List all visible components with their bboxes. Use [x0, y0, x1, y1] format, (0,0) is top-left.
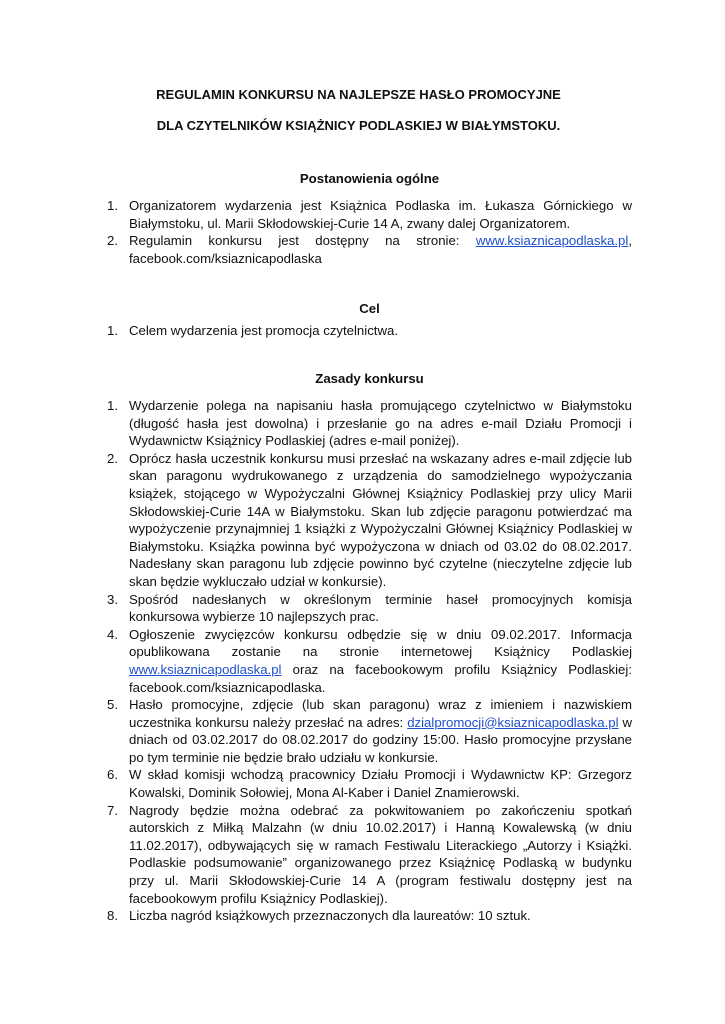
list-number: 2. — [107, 450, 118, 466]
website-link[interactable]: www.ksiaznicapodlaska.pl — [129, 661, 282, 677]
list-item-text: W skład komisji wchodzą pracownicy Działu Promocji i Wydawnictw KP: Grzegorz Kowalski, Dominik Sołowiej, Mona Al-Kaber i Daniel Znamierowski. — [129, 767, 632, 801]
list-number: 1. — [107, 398, 118, 413]
list-number: 4. — [107, 626, 118, 642]
list-item — [107, 322, 632, 340]
website-link[interactable]: www.ksiaznicapodlaska.pl — [475, 233, 629, 249]
email-link[interactable]: dzialpromocji@ksiaznicapodlaska.pl — [407, 714, 619, 730]
list-item-text: Organizatorem wydarzenia jest Książnica Podlaska im. Łukasza Górnickiego w Białymstoku, ul. Marii Skłodowskiej-Curie 14 A, zwany dalej Organizatorem. — [129, 198, 632, 231]
list-item — [107, 766, 632, 801]
contest-rules-list — [107, 397, 632, 925]
list-item — [107, 591, 632, 626]
list-item-text: Hasło promocyjne, zdjęcie (lub skan paragonu) wraz z imieniem i nazwiskiem uczestnika konkursu należy przesłać na adres: — [129, 697, 632, 730]
list-item-text: Ogłoszenie zwycięzców konkursu odbędzie się w dniu 09.02.2017. Informacja opublikowana zostanie na stronie internetowej Książnicy Podlaskiej — [129, 626, 632, 660]
document-title-line-1: REGULAMIN KONKURSU NA NAJLEPSZE HASŁO PROMOCYJNE — [156, 87, 561, 102]
list-item-text: , facebook.com/ksiaznicapodlaska — [129, 233, 632, 266]
list-item — [107, 397, 632, 450]
list-item — [107, 450, 632, 591]
goal-list — [107, 322, 632, 340]
list-item-text: Nagrody będzie można odebrać za pokwitowaniem po zakończeniu spotkań autorskich z Miłką Malzahn (w dniu 10.02.2017) i Hanną Kowalewską (w dniu 11.02.2017), odbywających się w ramach Festiwalu Literackiego „Autorzy i Książki. Podlaskie podsumowanie” organizowanego przez Książnicę Podlaską w budynku przy ul. Marii Skłodowskiej-Curie 14 A (program festiwalu dostępny jest na facebookowym profilu Książnicy Podlaskiej). — [129, 802, 632, 906]
list-item — [107, 802, 632, 908]
list-number: 6. — [107, 767, 118, 783]
heading-contest-rules: Zasady konkursu — [315, 371, 424, 386]
list-item-text: Wydarzenie polega na napisaniu hasła promującego czytelnictwo w Białymstoku (długość hasła jest dowolna) i przesłanie go na adres e-mail Działu Promocji i Wydawnictw Książnicy Podlaskiej (adres e-mail poniżej). — [129, 398, 632, 449]
list-item — [107, 197, 632, 232]
heading-general-provisions: Postanowienia ogólne — [299, 171, 440, 186]
list-number: 3. — [107, 591, 118, 607]
list-item-text: Oprócz hasła uczestnik konkursu musi przesłać na wskazany adres e-mail zdjęcie lub skan paragonu wydrukowanego z urządzenia do samodzielnego wypożyczania książek, stojącego w Wypożyczalni Głównej Książnicy Podlaskiej przy ulicy Marii Skłodowskiej-Curie 14A w Białymstoku. Skan lub zdjęcie paragonu potwierdzać ma wypożyczenie przynajmniej 1 książki z Wypożyczalni Głównej Książnicy Podlaskiej w Białymstoku. Książka powinna być wypożyczona w dniach od 03.02 do 08.02.2017. Nadesłany skan paragonu lub zdjęcie powinno być czytelne (nieczytelne zdjęcie lub skan będzie wykluczało udział w konkursie). — [129, 450, 632, 589]
general-provisions-list — [107, 197, 632, 267]
list-number: 5. — [107, 697, 118, 713]
heading-goal: Cel — [359, 301, 380, 316]
document-title-line-2: DLA CZYTELNIKÓW KSIĄŻNICY PODLASKIEJ W BIAŁYMSTOKU. — [156, 118, 561, 133]
list-item-text: Celem wydarzenia jest promocja czytelnictwa. — [129, 323, 398, 338]
list-item-text: w dniach od 03.02.2017 do 08.02.2017 do godziny 15:00. Hasło promocyjne przysłane po tym terminie nie będzie brało udziału w konkursie. — [129, 714, 632, 765]
list-item — [107, 696, 632, 766]
list-item-text: Liczba nagród książkowych przeznaczonych dla laureatów: 10 sztuk. — [129, 908, 531, 924]
list-item — [107, 907, 632, 925]
list-number: 1. — [107, 323, 118, 338]
list-item-text: Regulamin konkursu jest dostępny na stronie: — [129, 233, 476, 249]
list-item — [107, 232, 632, 267]
list-number: 2. — [107, 233, 118, 249]
list-number: 1. — [107, 198, 118, 213]
list-number: 7. — [107, 802, 118, 818]
list-number: 8. — [107, 908, 118, 924]
list-item — [107, 626, 632, 696]
list-item-text: oraz na facebookowym profilu Książnicy Podlaskiej: facebook.com/ksiaznicapodlaska. — [129, 661, 632, 695]
list-item-text: Spośród nadesłanych w określonym terminie haseł promocyjnych komisja konkursowa wybierze 10 najlepszych prac. — [129, 591, 632, 625]
